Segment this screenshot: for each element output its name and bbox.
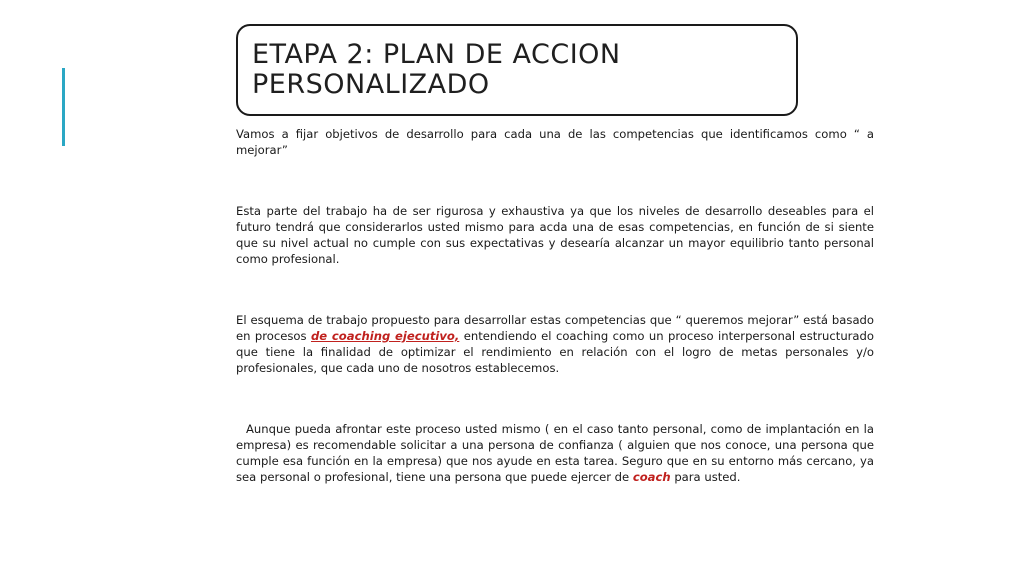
paragraph-2: Esta parte del trabajo ha de ser rigurosa y exhaustiva ya que los niveles de desarrollo deseables para el futuro tendrá que considerarlos usted mismo para acda una de esas competencias, en función de si siente que su nivel actual no cumple con sus expectativas y desearía alcanzar un mayor equilibrio tanto personal como profesional.: [236, 204, 874, 266]
paragraph-4: [236, 421, 874, 485]
body-text: [236, 126, 874, 485]
paragraph-3-start: El esquema de trabajo propuesto para desarrollar estas competencias que “ queremos mejorar” está basado en procesos: [236, 313, 874, 343]
paragraph-4-end: para usted.: [670, 470, 741, 484]
title-line-2: PERSONALIZADO: [252, 69, 490, 100]
paragraph-1: Vamos a fijar objetivos de desarrollo para cada una de las competencias que identificamos como “ a mejorar”: [236, 127, 874, 157]
coach-highlight: coach: [632, 470, 671, 484]
slide-title: [252, 40, 621, 100]
title-box: [236, 24, 798, 116]
accent-bar: [62, 68, 65, 146]
paragraph-3: [236, 312, 874, 376]
paragraph-4-start: Aunque pueda afrontar este proceso usted mismo ( en el caso tanto personal, como de implantación en la empresa) es recomendable solicitar a una persona de confianza ( alguien que nos conoce, una persona que cumple esa función en la empresa) que nos ayude en esta tarea. Seguro que en su entorno más cercano, ya sea personal o profesional, tiene una persona que puede ejercer de: [236, 422, 874, 484]
title-line-1: ETAPA 2: PLAN DE ACCION: [252, 39, 621, 70]
paragraph-3-end: entendiendo el coaching como un proceso interpersonal estructurado que tiene la finalidad de optimizar el rendimiento en relación con el logro de metas personales y/o profesionales, que cada uno de nosotros establecemos.: [236, 329, 874, 375]
coaching-ejecutivo-highlight: de coaching ejecutivo,: [310, 329, 460, 343]
